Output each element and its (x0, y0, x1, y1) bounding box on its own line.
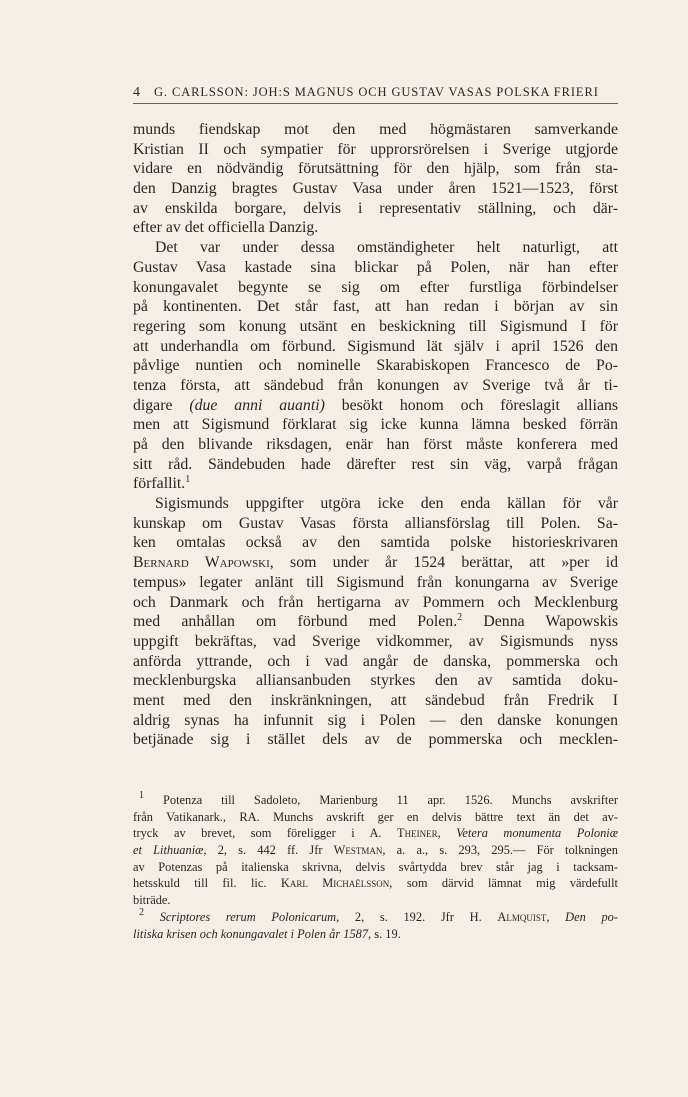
author-name: Bernard Wapowski, (133, 554, 274, 572)
work-title: Den po- (565, 909, 618, 924)
text-line: anförda yttrande, och i vad angår de danska, pommerska och (133, 652, 618, 670)
footnote-text: 2, s. 192. Jfr H. (354, 909, 482, 924)
text-line: mecklenburgska alliansanbuden styrkes den av samtida doku- (133, 672, 618, 690)
author-name: Almquist, (497, 909, 550, 924)
text-line: kunskap om Gustav Vasas första alliansförslag till Polen. Sa- (133, 514, 618, 532)
text-line (133, 396, 618, 416)
text-line: tempus» legater anlänt till Sigismund från konungarna av Sverige (133, 573, 618, 591)
work-title: Vetera monumenta Poloniæ (456, 826, 619, 841)
author-name: Westman, (333, 843, 386, 858)
author-name: Theiner, (397, 826, 441, 841)
footnote-text: s. 19. (374, 926, 401, 941)
text-line: Gustav Vasa kastade sina blickar på Polen, när han efter (133, 258, 618, 276)
footnote-line (133, 926, 618, 943)
footnote-line: från Vatikanark., RA. Munchs avskrift ger en delvis bättre text än det av- (133, 809, 618, 824)
text-line: att underhandla om förbund. Sigismund lät själv i april 1526 den (133, 337, 618, 355)
footnote-mark: 1 (139, 790, 144, 801)
footnote-line (133, 842, 618, 859)
author-name: Karl Michaëlsson, (280, 876, 393, 891)
text-line: påvlige nuntien och nominelle Skarabiskopen Francesco de Po- (133, 357, 618, 375)
footnote-line: av Potenzas på italienska skrivna, delvis svårtydda brev står jag i tacksam- (133, 859, 618, 874)
footnote-line (133, 825, 618, 842)
footnotes (133, 792, 618, 942)
paragraph-start: Det var under dessa omständigheter helt naturligt, att (155, 239, 618, 257)
text-fragment: förfallit. (133, 475, 186, 493)
running-title: G. CARLSSON: JOH:S MAGNUS OCH GUSTAV VASAS POLSKA FRIERI (154, 85, 599, 99)
main-text (133, 120, 618, 750)
text-line: på kontinenten. Det står fast, att han redan i början av sin (133, 298, 618, 316)
text-line: men att Sigismund förklarat sig icke kunna lämna besked förrän (133, 416, 618, 434)
footnote-text: hetsskuld till fil. lic. (133, 876, 267, 891)
text-line (133, 474, 618, 494)
footnote-ref-2: 2 (457, 612, 463, 624)
text-line: betjänade sig i stället dels av de pommerska och mecklen- (133, 731, 618, 749)
footnote-mark: 2 (139, 906, 144, 918)
italic-quote: (due anni auanti) (189, 396, 325, 414)
text-fragment: med anhållan om förbund med Polen. (133, 613, 458, 631)
footnote-text: 2, s. 442 ff. Jfr (217, 843, 323, 858)
text-line: på den blivande riksdagen, enär han först måste konferera med (133, 436, 618, 453)
text-line: Kristian II och sympatier för upprorsrörelsen i Sverige utgjorde (133, 140, 618, 158)
text-line: uppgift bekräftas, vad Sverige vidkommer, av Sigismunds nyss (133, 632, 618, 650)
text-fragment: digare (133, 396, 173, 414)
text-line: sitt råd. Sändebuden hade därefter rest sin väg, varpå frågan (133, 455, 618, 473)
footnote-1 (133, 792, 618, 809)
footnote-text: tryck av brevet, som föreligger i A. (133, 826, 382, 841)
text-line: konungavalet begynte se sig om efter furstliga förbindelser (133, 278, 618, 296)
footnote-2 (133, 906, 618, 926)
text-line (133, 553, 618, 573)
text-line: efter av det officiella Danzig. (133, 219, 319, 237)
running-header (133, 85, 618, 104)
footnote-text: som därvid lämnat mig värdefullt (406, 876, 618, 891)
page-number: 4 (133, 85, 140, 100)
text-line (133, 612, 618, 632)
footnote-line: biträde. (133, 893, 171, 908)
footnote-text: Potenza till Sadoleto, Marienburg 11 apr. 1526. Munchs avskrifter (162, 793, 618, 807)
text-line: tenza första, att sändebud från konungen av Sverige två år ti- (133, 376, 618, 394)
text-fragment: besökt honom och föreslagit allians (341, 396, 619, 414)
footnote-line (133, 875, 618, 892)
text-line: ken omtalas också av den samtida polske historieskrivaren (133, 534, 618, 552)
paragraph-start: Sigismunds uppgifter utgöra icke den enda källan för vår (155, 495, 618, 513)
text-line: den Danzig bragtes Gustav Vasa under åren 1521—1523, först (133, 180, 618, 198)
text-line: regering som konung utsänt en beskickning till Sigismund I för (133, 317, 618, 335)
text-line: av enskilda borgare, delvis i representativ ställning, och där- (133, 199, 618, 217)
text-fragment: som under år 1524 berättar, att »per id (290, 554, 618, 572)
work-title: litiska krisen och konungavalet i Polen år 1587, (133, 926, 372, 941)
text-line: munds fiendskap mot den med högmästaren samverkande (133, 121, 618, 138)
footnote-ref-1: 1 (185, 474, 191, 486)
text-line: ment med den inskränkningen, att sändebud från Fredrik I (133, 691, 618, 709)
work-title: et Lithuaniæ, (133, 843, 207, 858)
text-line: och Danmark och från hertigarna av Pommern och Mecklenburg (133, 593, 618, 611)
work-title: Scriptores rerum Polonicarum, (159, 909, 340, 924)
text-line: aldrig synas ha infunnit sig i Polen — den danske konungen (133, 711, 618, 729)
text-fragment: Denna Wapowskis (483, 613, 618, 631)
text-line: vidare en nödvändig förutsättning för den hjälp, som från sta- (133, 160, 618, 178)
footnote-text: a. a., s. 293, 295.— För tolkningen (396, 843, 618, 858)
